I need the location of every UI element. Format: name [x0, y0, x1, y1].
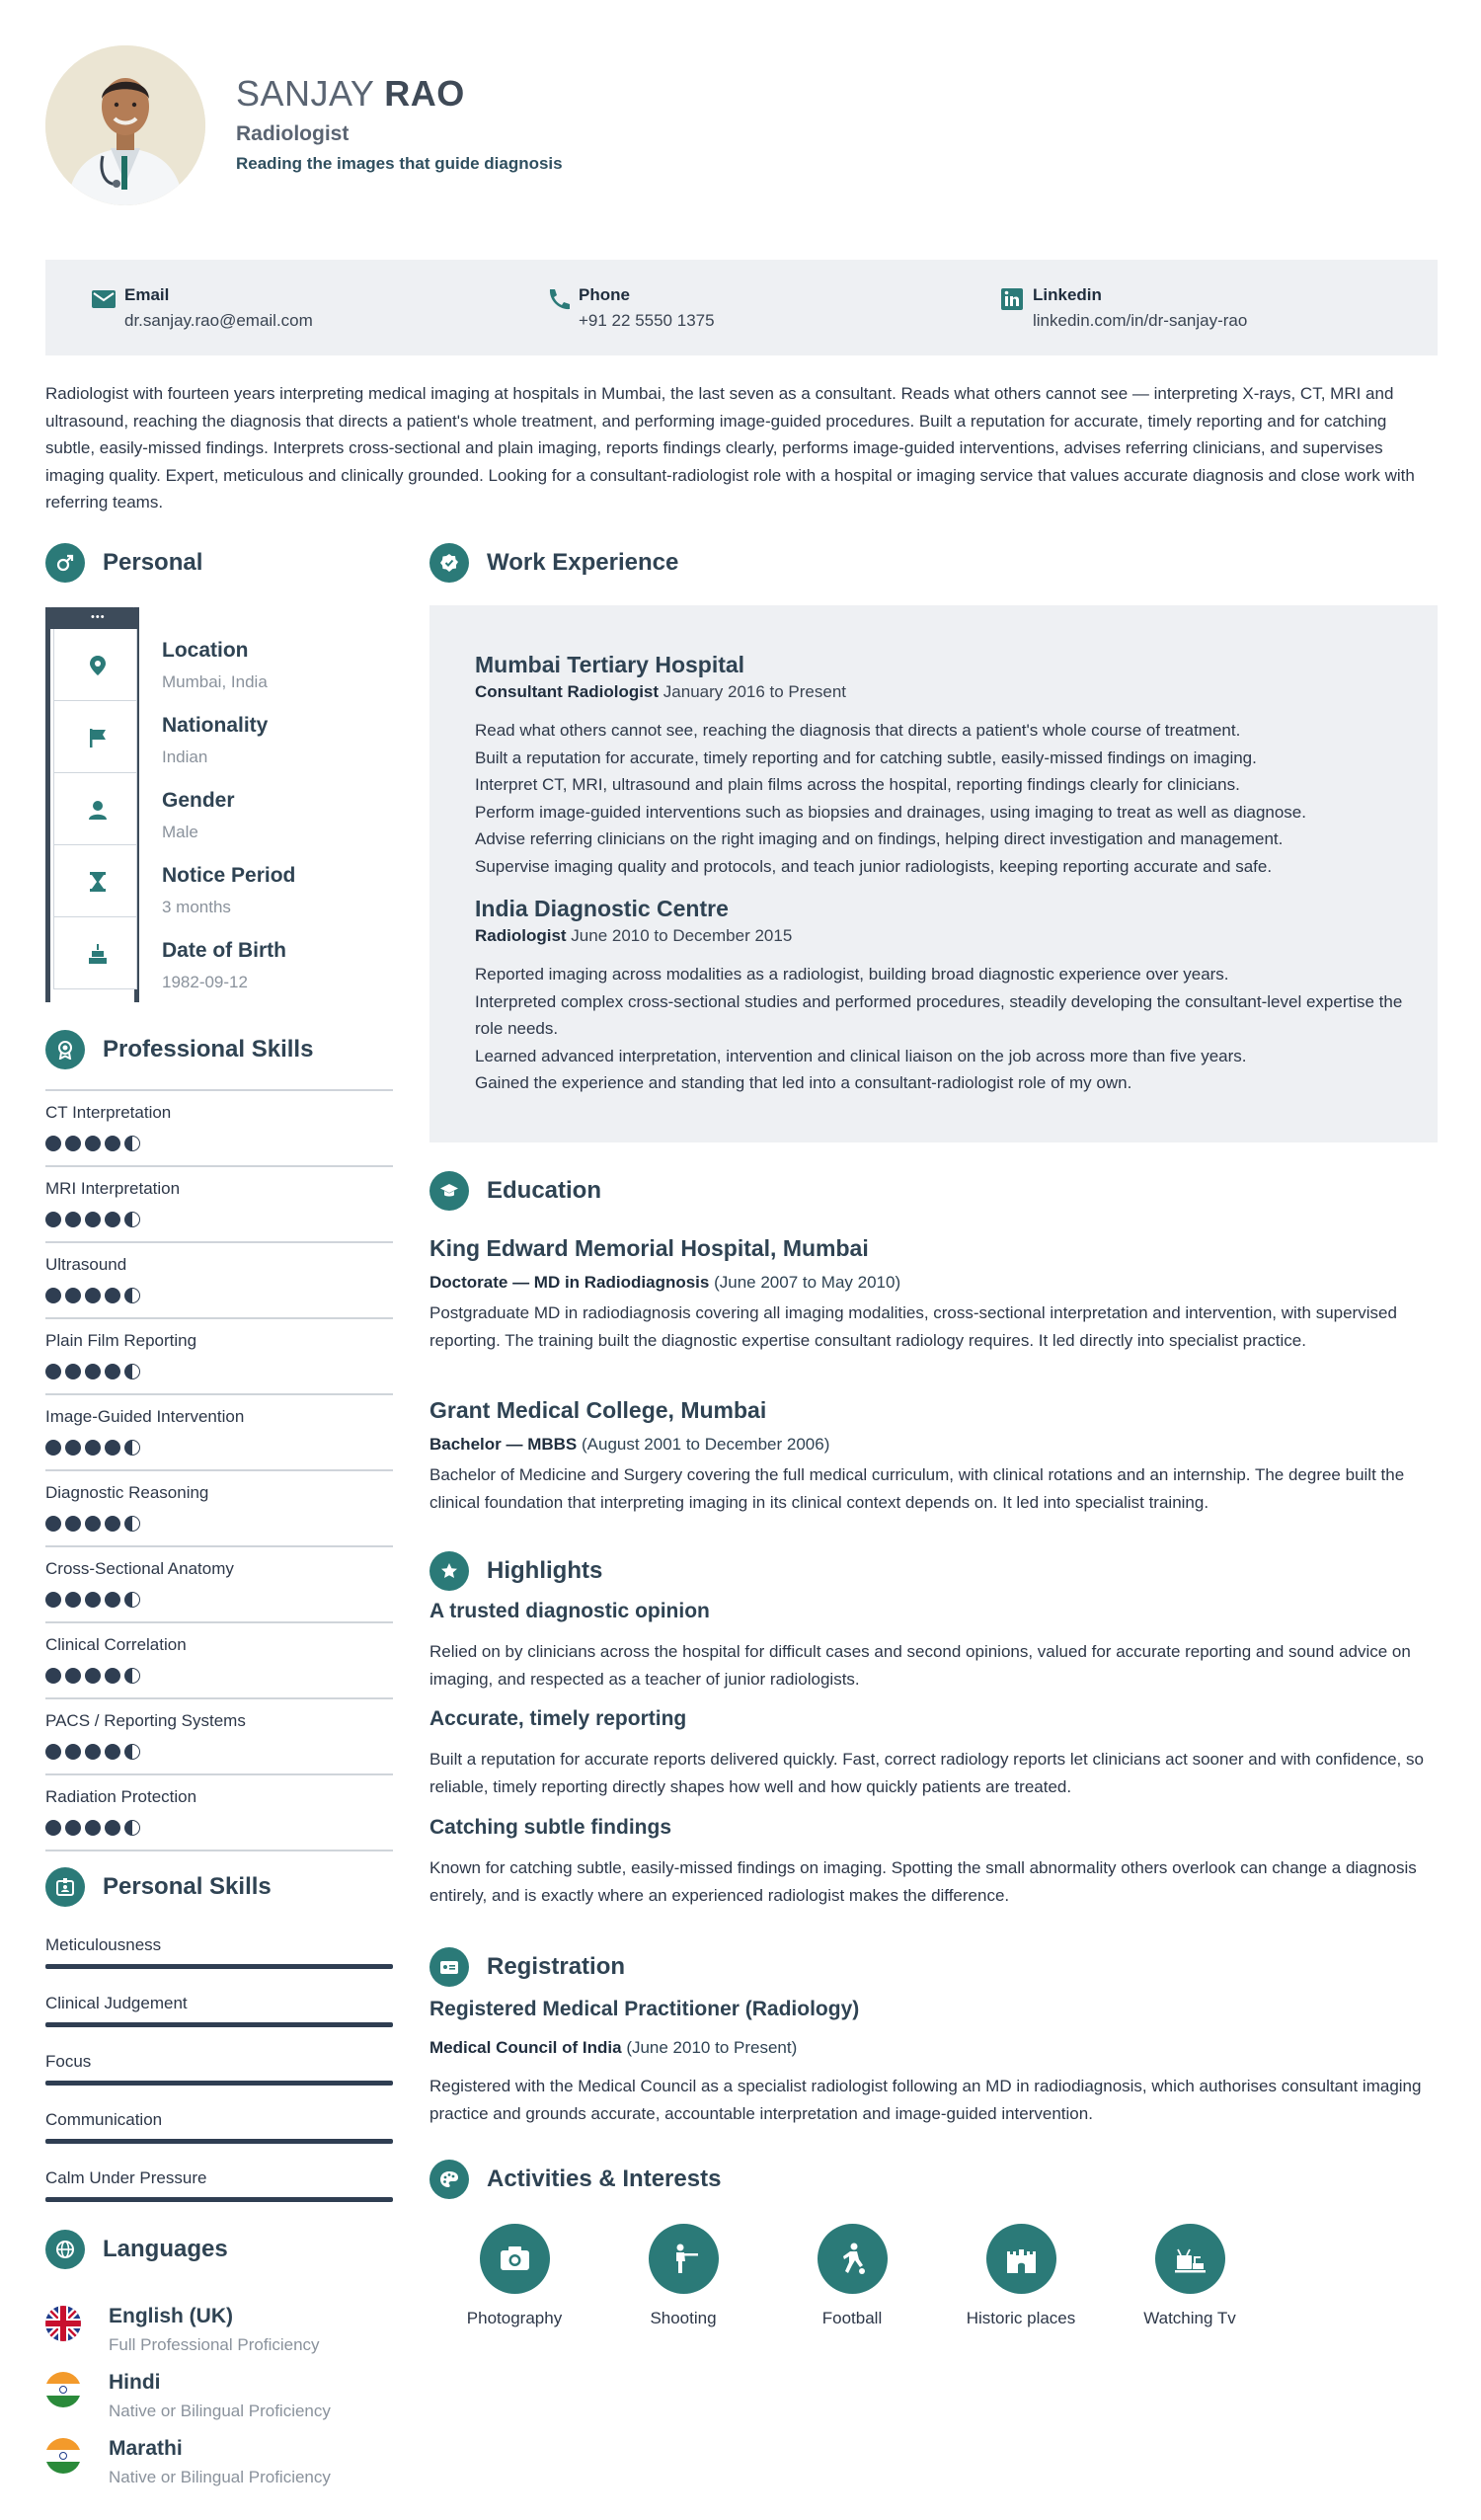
education-degree: Bachelor — MBBS: [429, 1435, 578, 1454]
graduation-cap-icon: [429, 1171, 469, 1211]
language-level: Native or Bilingual Proficiency: [109, 2402, 331, 2420]
section-title: Personal Skills: [103, 1873, 272, 1900]
profile-summary: Radiologist with fourteen years interpreting medical imaging at hospitals in Mumbai, the last seven as a consultant. Reads what others cannot see — interpreting X-rays, CT, MRI and ultrasound, reaching the diagnosis that directs a patient's whole treatment, and performing image-guided procedures. Built a reputation for accurate, timely reporting and for catching subtle, easily-missed findings. Interprets cross-sectional and plain imaging, reports findings clearly, performs image-guided interventions, advises referring clinicians, and supervises imaging quality. Expert, meticulous and clinically grounded. Looking for a consultant-radiologist role with a hospital or imaging service that values accurate diagnosis and close work with referring teams.: [45, 384, 1415, 512]
activity-item: [768, 2224, 936, 2332]
skill-name: CT Interpretation: [45, 1103, 172, 1122]
rating-dot: [85, 1516, 101, 1532]
location-pin-icon: [87, 655, 109, 676]
skill-name: PACS / Reporting Systems: [45, 1711, 246, 1730]
phone-label: Phone: [579, 285, 630, 304]
job-meta: [475, 926, 792, 946]
job-meta: [475, 682, 846, 702]
award-icon: [45, 1030, 85, 1069]
birthday-cake-icon: [87, 943, 109, 965]
tagline: Reading the images that guide diagnosis: [236, 154, 563, 173]
skill-name: Calm Under Pressure: [45, 2168, 207, 2187]
rating-dot: [45, 1440, 61, 1456]
education-description: Bachelor of Medicine and Surgery covering the full medical curriculum, with clinical rotations and an internship. The degree built the clinical foundation that interpreting imaging in its clinical context depends on. It led into specialist training.: [429, 1465, 1405, 1512]
job-title: Radiologist: [475, 926, 567, 945]
job-line: Gained the experience and standing that led into a consultant-radiologist role of my own.: [475, 1073, 1132, 1092]
personal-value: Male: [162, 823, 198, 841]
skill-name: Plain Film Reporting: [45, 1331, 197, 1350]
skill-name: Radiation Protection: [45, 1787, 197, 1806]
rating-half-dot: [124, 1364, 140, 1379]
language-item: [45, 2372, 401, 2431]
job-line: Read what others cannot see, reaching the diagnosis that directs a patient's whole course of treatment.: [475, 721, 1241, 740]
registration-text: Registered with the Medical Council as a specialist radiologist following an MD in radiodiagnosis, which authorises consultant imaging practice and grounds accurate, accountable interpretation and image-guided intervention.: [429, 2077, 1422, 2123]
rating-dot: [105, 1364, 120, 1379]
education-dates: (June 2007 to May 2010): [714, 1273, 901, 1292]
id-badge-icon: [45, 1867, 85, 1907]
professional-skill: [45, 1545, 393, 1621]
football-icon: [818, 2224, 888, 2294]
rating-half-dot: [124, 1668, 140, 1684]
professional-skill: [45, 1697, 393, 1773]
job-description: [475, 961, 1403, 1097]
highlight-title: Catching subtle findings: [429, 1816, 671, 1839]
skill-name: Communication: [45, 2110, 163, 2129]
skill-level-bar: [45, 2197, 393, 2202]
job-line: Reported imaging across modalities as a radiologist, building broad diagnostic experience over years.: [475, 965, 1229, 984]
section-registration: [429, 1947, 1022, 1987]
job-line: Advise referring clinicians on the right imaging and on findings, helping direct investigation and management.: [475, 829, 1284, 848]
skill-level-bar: [45, 2139, 393, 2144]
rating-dot: [65, 1744, 81, 1760]
section-title: Highlights: [487, 1557, 603, 1584]
section-professional-skills: [45, 1030, 393, 1069]
job-line: Interpreted complex cross-sectional studies and performed procedures, steadily developing the consultant-level expertise the role needs.: [475, 991, 1403, 1038]
rating-dot: [85, 1440, 101, 1456]
castle-icon: [986, 2224, 1056, 2294]
email-icon: [91, 287, 117, 311]
rating-half-dot: [124, 1744, 140, 1760]
section-highlights: [429, 1551, 1022, 1591]
personal-label: Notice Period: [162, 864, 296, 887]
section-title: Education: [487, 1177, 602, 1204]
rating-dot: [45, 1212, 61, 1227]
rating-dot: [105, 1212, 120, 1227]
rating-dot: [85, 1820, 101, 1836]
job-company: India Diagnostic Centre: [475, 896, 729, 921]
professional-skill: [45, 1241, 393, 1317]
rating-dot: [65, 1440, 81, 1456]
professional-skill: [45, 1089, 393, 1165]
activity-item: [430, 2224, 598, 2332]
rating-dot: [65, 1668, 81, 1684]
skill-name: MRI Interpretation: [45, 1179, 181, 1198]
skill-name: Diagnostic Reasoning: [45, 1483, 209, 1502]
activity-label: Historic places: [966, 2309, 1076, 2327]
language-name: Hindi: [109, 2371, 161, 2394]
rating-dot: [105, 1668, 120, 1684]
personal-skill: [45, 2052, 393, 2110]
rating-half-dot: [124, 1516, 140, 1532]
personal-skill: [45, 1935, 393, 1994]
skill-name: Ultrasound: [45, 1255, 127, 1274]
job-title: Consultant Radiologist: [475, 682, 660, 701]
personal-icon-cell: [53, 917, 137, 989]
skill-level-bar: [45, 1964, 393, 1969]
rating-dot: [85, 1668, 101, 1684]
registration-title: Registered Medical Practitioner (Radiology): [429, 1998, 860, 2020]
rating-dot: [105, 1516, 120, 1532]
education-school: King Edward Memorial Hospital, Mumbai: [429, 1235, 869, 1261]
header: [45, 45, 1447, 203]
section-languages: [45, 2230, 393, 2269]
first-name: SANJAY: [236, 73, 374, 114]
rating-dot: [105, 1136, 120, 1151]
education-school: Grant Medical College, Mumbai: [429, 1397, 767, 1423]
skill-name: Meticulousness: [45, 1935, 162, 1954]
rating-dot: [45, 1592, 61, 1608]
rating-dot: [105, 1820, 120, 1836]
india-flag-icon: [45, 2372, 81, 2407]
rating-dot: [65, 1288, 81, 1303]
rating-dot: [45, 1820, 61, 1836]
personal-label: Location: [162, 639, 249, 662]
professional-skill: [45, 1317, 393, 1393]
section-title: Registration: [487, 1953, 626, 1980]
language-item: [45, 2438, 401, 2497]
registration-body-line: [429, 2038, 797, 2058]
id-card-icon: [429, 1947, 469, 1987]
rating-dot: [105, 1440, 120, 1456]
activity-item: [599, 2224, 767, 2332]
badge-check-icon: [429, 543, 469, 583]
personal-label: Date of Birth: [162, 939, 286, 962]
rating-dot: [105, 1288, 120, 1303]
registration-body: Medical Council of India: [429, 2038, 622, 2057]
rating-dot: [45, 1364, 61, 1379]
shooting-icon: [649, 2224, 719, 2294]
last-name: RAO: [384, 73, 465, 114]
linkedin-icon: [999, 287, 1025, 311]
star-badge-icon: [429, 1551, 469, 1591]
rating-dot: [85, 1288, 101, 1303]
language-name: Marathi: [109, 2437, 183, 2460]
activity-label: Photography: [466, 2309, 563, 2327]
job-description: [475, 717, 1403, 880]
job-dates: January 2016 to Present: [663, 682, 847, 701]
tv-icon: [1155, 2224, 1225, 2294]
rating-dot: [105, 1744, 120, 1760]
highlight-text: Built a reputation for accurate reports delivered quickly. Fast, correct radiology reports let clinicians act sooner and with confidence, so reliable, timely reporting directly shapes how well and how quickly patients are treated.: [429, 1750, 1424, 1796]
rating-half-dot: [124, 1136, 140, 1151]
skill-name: Cross-Sectional Anatomy: [45, 1559, 234, 1578]
professional-skill: [45, 1469, 393, 1545]
personal-value: 3 months: [162, 898, 231, 916]
personal-label: Nationality: [162, 714, 269, 737]
personal-icon-cell: [53, 701, 137, 773]
job-company: Mumbai Tertiary Hospital: [475, 652, 745, 677]
rating-dot: [65, 1820, 81, 1836]
professional-skill: [45, 1393, 393, 1469]
education-dates: (August 2001 to December 2006): [581, 1435, 830, 1454]
section-title: Work Experience: [487, 549, 679, 576]
skill-level-bar: [45, 2081, 393, 2086]
rating-dot: [65, 1516, 81, 1532]
rating-dot: [65, 1212, 81, 1227]
rating-dot: [45, 1516, 61, 1532]
linkedin-value[interactable]: linkedin.com/in/dr-sanjay-rao: [1033, 311, 1248, 330]
email-label: Email: [124, 285, 170, 304]
rating-dot: [85, 1744, 101, 1760]
highlight-title: A trusted diagnostic opinion: [429, 1600, 710, 1622]
person-icon: [87, 799, 109, 821]
rating-dot: [85, 1364, 101, 1379]
personal-value: 1982-09-12: [162, 973, 248, 991]
rating-half-dot: [124, 1212, 140, 1227]
hourglass-icon: [87, 871, 109, 893]
section-work-experience: [429, 543, 1022, 583]
personal-icon-cell: [53, 773, 137, 845]
education-degree-line: [429, 1273, 900, 1293]
education-degree: Doctorate — MD in Radiodiagnosis: [429, 1273, 710, 1292]
rating-dot: [45, 1744, 61, 1760]
phone-icon: [545, 287, 571, 311]
avatar: [45, 45, 205, 205]
language-name: English (UK): [109, 2305, 233, 2327]
activity-item: [937, 2224, 1105, 2332]
activity-label: Football: [821, 2309, 883, 2327]
professional-skill: [45, 1621, 393, 1697]
phone-value[interactable]: +91 22 5550 1375: [579, 311, 715, 330]
skill-level-bar: [45, 2022, 393, 2027]
skill-name: Image-Guided Intervention: [45, 1407, 245, 1426]
job-line: Supervise imaging quality and protocols, and teach junior radiologists, keeping reporting accurate and safe.: [475, 856, 1273, 876]
work-experience-panel: [429, 605, 1438, 1142]
professional-skill: [45, 1773, 393, 1850]
palette-icon: [429, 2160, 469, 2199]
personal-label: Gender: [162, 789, 235, 812]
flag-icon: [87, 727, 109, 748]
candidate-name: [236, 73, 465, 115]
section-title: Activities & Interests: [487, 2166, 722, 2192]
rating-dot: [65, 1136, 81, 1151]
activity-label: Shooting: [650, 2309, 717, 2327]
registration-dates: (June 2010 to Present): [626, 2038, 798, 2057]
job-line: Built a reputation for accurate, timely reporting and for catching subtle, easily-missed findings on imaging.: [475, 748, 1257, 767]
job-dates: June 2010 to December 2015: [571, 926, 793, 945]
job-line: Interpret CT, MRI, ultrasound and plain films across the hospital, reporting findings clearly for clinicians.: [475, 775, 1240, 794]
skill-name: Clinical Correlation: [45, 1635, 187, 1654]
highlight-text: Known for catching subtle, easily-missed findings on imaging. Spotting the small abnormality others overlook can change a diagnosis entirely, and is exactly where an experienced radiologist makes the difference.: [429, 1858, 1417, 1905]
job-line: Perform image-guided interventions such as biopsies and drainages, using imaging to treat as well as diagnose.: [475, 802, 1306, 822]
skill-name: Focus: [45, 2052, 92, 2071]
skills-divider: [45, 1850, 393, 1851]
education-description: Postgraduate MD in radiodiagnosis covering all imaging modalities, cross-sectional interpretation and intervention, with supervised reporting. The training built the diagnostic expertise consultant radiology requires. It led directly into specialist practice.: [429, 1303, 1397, 1350]
email-value[interactable]: dr.sanjay.rao@email.com: [124, 311, 313, 330]
section-personal-skills: [45, 1867, 393, 1907]
personal-value: Indian: [162, 748, 208, 766]
rating-half-dot: [124, 1440, 140, 1456]
section-activities: [429, 2160, 1022, 2199]
personal-icon-cell: [53, 845, 137, 917]
rating-dot: [45, 1136, 61, 1151]
language-item: [45, 2306, 401, 2365]
uk-flag-icon: [45, 2306, 81, 2341]
education-degree-line: [429, 1435, 829, 1455]
highlight-title: Accurate, timely reporting: [429, 1707, 687, 1730]
rating-dot: [85, 1212, 101, 1227]
professional-skill: [45, 1165, 393, 1241]
section-title: Professional Skills: [103, 1036, 314, 1063]
highlight-text: Relied on by clinicians across the hospital for difficult cases and second opinions, valued for accurate reporting and sound advice on imaging, and respected as a teacher of junior radiologists.: [429, 1642, 1411, 1689]
rating-dot: [65, 1592, 81, 1608]
personal-frame: •••: [45, 607, 139, 1002]
rating-dot: [45, 1288, 61, 1303]
globe-icon: [45, 2230, 85, 2269]
section-title: Personal: [103, 549, 203, 576]
job-line: Learned advanced interpretation, intervention and clinical liaison on the job across more than five years.: [475, 1046, 1247, 1065]
rating-dot: [85, 1136, 101, 1151]
section-title: Languages: [103, 2236, 228, 2262]
rating-dot: [85, 1592, 101, 1608]
rating-half-dot: [124, 1288, 140, 1303]
language-level: Full Professional Proficiency: [109, 2335, 320, 2354]
section-personal: [45, 543, 393, 583]
rating-dot: [105, 1592, 120, 1608]
rating-dot: [45, 1668, 61, 1684]
camera-icon: [480, 2224, 550, 2294]
section-education: [429, 1171, 1022, 1211]
job-role: Radiologist: [236, 122, 350, 145]
rating-half-dot: [124, 1592, 140, 1608]
activity-item: [1106, 2224, 1274, 2332]
personal-value: Mumbai, India: [162, 672, 268, 691]
personal-skill: [45, 2168, 393, 2227]
rating-half-dot: [124, 1820, 140, 1836]
gender-icon: [45, 543, 85, 583]
india-flag-icon: [45, 2438, 81, 2474]
personal-skill: [45, 2110, 393, 2168]
personal-icon-cell: [53, 629, 137, 701]
personal-skill: [45, 1994, 393, 2052]
rating-dot: [65, 1364, 81, 1379]
activity-label: Watching Tv: [1143, 2309, 1236, 2327]
skill-name: Clinical Judgement: [45, 1994, 188, 2012]
linkedin-label: Linkedin: [1033, 285, 1102, 304]
contact-bar: [45, 260, 1438, 355]
language-level: Native or Bilingual Proficiency: [109, 2468, 331, 2486]
